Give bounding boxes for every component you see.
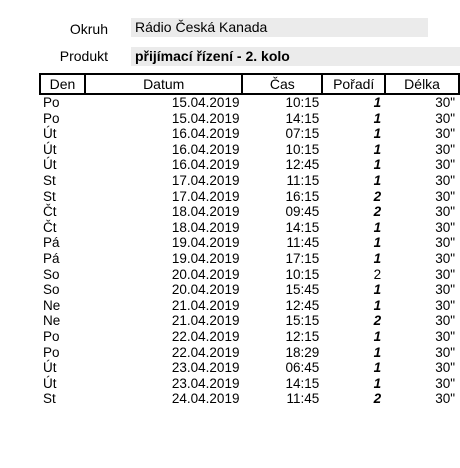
cell-poradi: 1 bbox=[373, 219, 382, 235]
cell-den: Út bbox=[43, 375, 57, 391]
cell-cas: 10:15 bbox=[285, 266, 320, 282]
table-row bbox=[40, 267, 459, 283]
cell-cas: 16:15 bbox=[285, 188, 320, 204]
cell-poradi: 1 bbox=[373, 172, 382, 188]
cell-datum: 19.04.2019 bbox=[171, 250, 240, 266]
cell-poradi: 1 bbox=[373, 360, 382, 376]
column-header-datum: Datum bbox=[85, 74, 243, 94]
table-row bbox=[40, 204, 459, 220]
cell-poradi: 1 bbox=[373, 375, 382, 391]
cell-delka: 30" bbox=[435, 282, 455, 298]
column-header-cas: Čas bbox=[242, 74, 322, 94]
cell-datum: 16.04.2019 bbox=[171, 141, 240, 157]
cell-den: Po bbox=[43, 328, 60, 344]
table-body bbox=[40, 94, 459, 407]
table-row bbox=[40, 157, 459, 173]
cell-den: Po bbox=[43, 95, 60, 110]
cell-den: Út bbox=[43, 360, 57, 376]
cell-poradi: 2 bbox=[373, 391, 382, 407]
cell-cas: 12:45 bbox=[285, 297, 320, 313]
cell-delka: 30" bbox=[435, 375, 455, 391]
table-row bbox=[40, 111, 459, 127]
cell-cas: 11:15 bbox=[286, 172, 320, 188]
cell-delka: 30" bbox=[435, 250, 455, 266]
cell-cas: 17:15 bbox=[285, 250, 320, 266]
cell-poradi: 2 bbox=[373, 313, 382, 329]
cell-delka: 30" bbox=[435, 204, 455, 220]
cell-datum: 18.04.2019 bbox=[171, 219, 240, 235]
table-row bbox=[40, 142, 459, 158]
cell-den: Út bbox=[43, 126, 57, 142]
cell-den: St bbox=[43, 188, 56, 204]
cell-poradi: 1 bbox=[373, 328, 382, 344]
cell-datum: 17.04.2019 bbox=[171, 172, 240, 188]
cell-datum: 16.04.2019 bbox=[171, 157, 240, 173]
cell-cas: 07:15 bbox=[285, 126, 320, 142]
produkt-label: Produkt bbox=[59, 48, 108, 64]
okruh-label: Okruh bbox=[69, 21, 108, 37]
cell-delka: 30" bbox=[435, 172, 455, 188]
cell-cas: 11:45 bbox=[286, 235, 320, 251]
cell-den: Út bbox=[43, 141, 57, 157]
cell-poradi: 1 bbox=[373, 250, 382, 266]
table-row bbox=[40, 391, 459, 407]
cell-poradi: 1 bbox=[373, 235, 382, 251]
cell-cas: 11:45 bbox=[286, 391, 320, 407]
cell-datum: 20.04.2019 bbox=[171, 282, 240, 298]
cell-den: So bbox=[43, 266, 60, 282]
cell-delka: 30" bbox=[435, 360, 455, 376]
table-header-row bbox=[40, 74, 459, 94]
cell-den: St bbox=[43, 172, 56, 188]
table-row bbox=[40, 189, 459, 205]
cell-datum: 21.04.2019 bbox=[171, 297, 240, 313]
table-row bbox=[40, 251, 459, 267]
table-row bbox=[40, 376, 459, 392]
table-row bbox=[40, 298, 459, 314]
cell-poradi: 2 bbox=[373, 204, 382, 220]
table-row bbox=[40, 220, 459, 236]
cell-delka: 30" bbox=[435, 297, 455, 313]
table-row bbox=[40, 345, 459, 361]
cell-delka: 30" bbox=[435, 235, 455, 251]
cell-datum: 22.04.2019 bbox=[171, 328, 240, 344]
table-row bbox=[40, 173, 459, 189]
cell-poradi: 1 bbox=[373, 126, 382, 142]
cell-datum: 15.04.2019 bbox=[171, 110, 240, 126]
cell-datum: 18.04.2019 bbox=[171, 204, 240, 220]
cell-datum: 21.04.2019 bbox=[171, 313, 240, 329]
schedule-table bbox=[39, 73, 460, 407]
cell-den: Ne bbox=[43, 313, 61, 329]
cell-den: Pá bbox=[43, 250, 60, 266]
cell-delka: 30" bbox=[435, 95, 455, 110]
table-row bbox=[40, 313, 459, 329]
cell-den: Ne bbox=[43, 297, 61, 313]
cell-datum: 15.04.2019 bbox=[171, 95, 240, 110]
cell-poradi: 2 bbox=[373, 188, 382, 204]
cell-cas: 15:15 bbox=[285, 313, 320, 329]
cell-poradi: 1 bbox=[373, 344, 382, 360]
column-header-delka: Délka bbox=[385, 74, 459, 94]
cell-den: St bbox=[43, 391, 56, 407]
cell-cas: 15:45 bbox=[285, 282, 320, 298]
cell-den: Po bbox=[43, 110, 60, 126]
cell-delka: 30" bbox=[435, 157, 455, 173]
okruh-value: Rádio Česká Kanada bbox=[131, 18, 428, 37]
cell-delka: 30" bbox=[435, 188, 455, 204]
table-row bbox=[40, 94, 459, 111]
cell-delka: 30" bbox=[435, 110, 455, 126]
cell-delka: 30" bbox=[435, 126, 455, 142]
cell-delka: 30" bbox=[435, 391, 455, 407]
cell-poradi: 1 bbox=[373, 282, 382, 298]
cell-datum: 17.04.2019 bbox=[171, 188, 240, 204]
cell-datum: 23.04.2019 bbox=[171, 375, 240, 391]
cell-poradi: 1 bbox=[373, 297, 382, 313]
cell-poradi: 1 bbox=[373, 141, 382, 157]
column-header-poradi: Pořadí bbox=[322, 74, 385, 94]
cell-den: Po bbox=[43, 344, 60, 360]
cell-cas: 18:29 bbox=[285, 344, 320, 360]
cell-poradi: 1 bbox=[373, 110, 382, 126]
cell-cas: 14:15 bbox=[285, 110, 320, 126]
table-row bbox=[40, 360, 459, 376]
cell-datum: 22.04.2019 bbox=[171, 344, 240, 360]
table-row bbox=[40, 126, 459, 142]
cell-cas: 12:45 bbox=[285, 157, 320, 173]
cell-poradi: 1 bbox=[373, 157, 382, 173]
cell-den: Út bbox=[43, 157, 57, 173]
produkt-value: přijímací řízení - 2. kolo bbox=[131, 47, 460, 66]
cell-datum: 24.04.2019 bbox=[171, 391, 240, 407]
cell-den: So bbox=[43, 282, 60, 298]
cell-cas: 10:15 bbox=[285, 141, 320, 157]
cell-poradi: 2 bbox=[373, 266, 382, 282]
cell-delka: 30" bbox=[435, 141, 455, 157]
cell-cas: 12:15 bbox=[285, 328, 320, 344]
cell-den: Pá bbox=[43, 235, 60, 251]
cell-datum: 20.04.2019 bbox=[171, 266, 240, 282]
cell-datum: 16.04.2019 bbox=[171, 126, 240, 142]
cell-datum: 19.04.2019 bbox=[171, 235, 240, 251]
table-row bbox=[40, 282, 459, 298]
table-row bbox=[40, 329, 459, 345]
cell-delka: 30" bbox=[435, 266, 455, 282]
cell-cas: 10:15 bbox=[285, 95, 320, 110]
cell-cas: 09:45 bbox=[285, 204, 320, 220]
cell-poradi: 1 bbox=[373, 95, 382, 110]
cell-delka: 30" bbox=[435, 313, 455, 329]
cell-delka: 30" bbox=[435, 328, 455, 344]
table-row bbox=[40, 235, 459, 251]
cell-datum: 23.04.2019 bbox=[171, 360, 240, 376]
cell-cas: 14:15 bbox=[285, 375, 320, 391]
column-header-den: Den bbox=[40, 74, 85, 94]
cell-den: Čt bbox=[43, 204, 57, 220]
cell-delka: 30" bbox=[435, 219, 455, 235]
cell-den: Čt bbox=[43, 219, 57, 235]
cell-cas: 06:45 bbox=[285, 360, 320, 376]
cell-cas: 14:15 bbox=[285, 219, 320, 235]
cell-delka: 30" bbox=[435, 344, 455, 360]
